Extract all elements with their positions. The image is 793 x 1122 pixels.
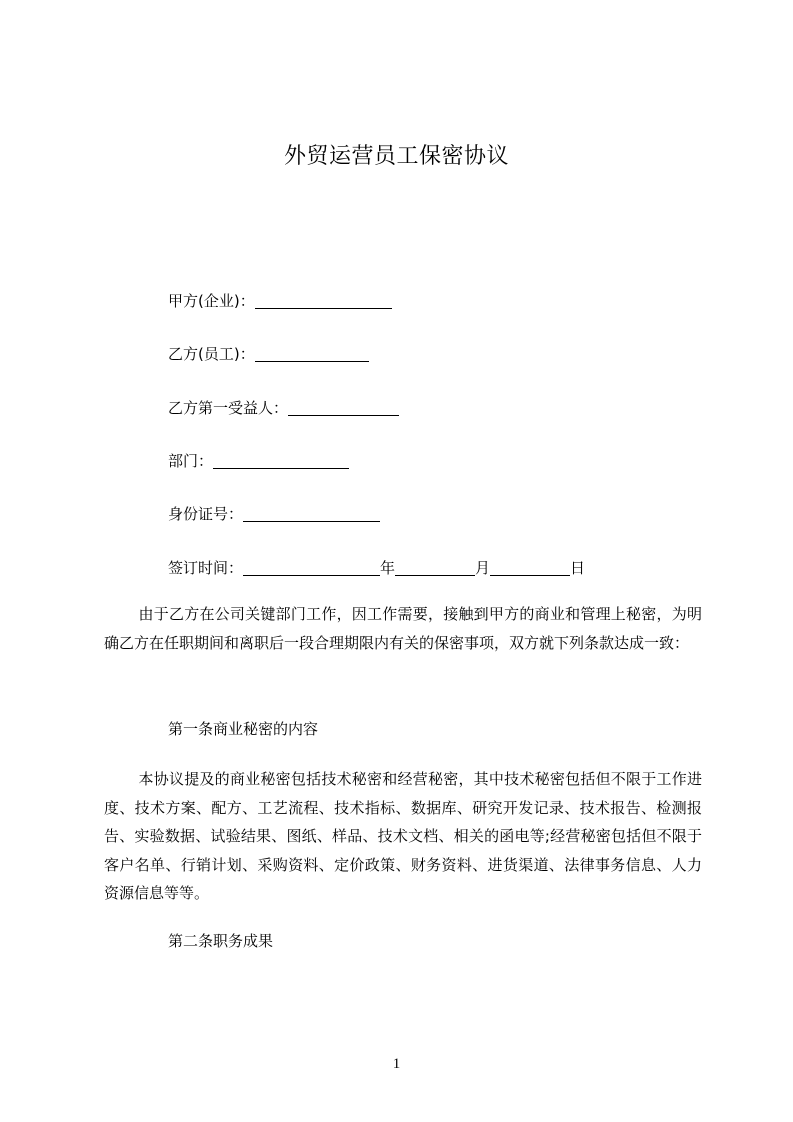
article-1-body: 本协议提及的商业秘密包括技术秘密和经营秘密，其中技术秘密包括但不限于工作进度、技术方案、配方、工艺流程、技术指标、数据库、研究开发记录、技术报告、检测报告、实验数据、试验结果、图纸、样品、技术文档、相关的函电等;经营秘密包括但不限于客户名单、行销计划、采购资料、定价政策、财务资料、进货渠道、法律事务信息、人力资源信息等等。 [104,770,702,902]
id-number-blank [243,505,380,522]
party-b-field [168,342,369,366]
sign-date-year-blank [243,559,380,576]
id-number-field [168,502,380,526]
sign-date-day-blank [490,559,570,576]
year-label: 年 [380,559,396,577]
party-b-label: 乙方(员工)： [168,345,255,363]
department-label: 部门： [168,452,214,470]
department-field [168,449,349,473]
sign-date-label: 签订时间： [168,559,244,577]
intro-paragraph: 由于乙方在公司关键部门工作，因工作需要，接触到甲方的商业和管理上秘密，为明确乙方在任职期间和离职后一段合理期限内有关的保密事项，双方就下列条款达成一致： [104,605,702,652]
article-2-heading: 第二条职务成果 [168,932,274,950]
party-a-label: 甲方(企业)： [168,292,255,310]
article-1-heading: 第一条商业秘密的内容 [168,720,319,738]
month-label: 月 [475,559,491,577]
sign-date-month-blank [395,559,475,576]
beneficiary-blank [288,399,399,416]
sign-date-field [168,556,585,580]
document-title: 外贸运营员工保密协议 [283,144,509,169]
day-label: 日 [570,559,586,577]
beneficiary-field [168,396,399,420]
beneficiary-label: 乙方第一受益人： [168,399,289,417]
page-number: 1 [392,1056,401,1072]
party-a-blank [255,292,392,309]
party-a-field [168,289,392,313]
party-b-blank [255,345,369,362]
department-blank [213,452,349,469]
id-number-label: 身份证号： [168,505,244,523]
